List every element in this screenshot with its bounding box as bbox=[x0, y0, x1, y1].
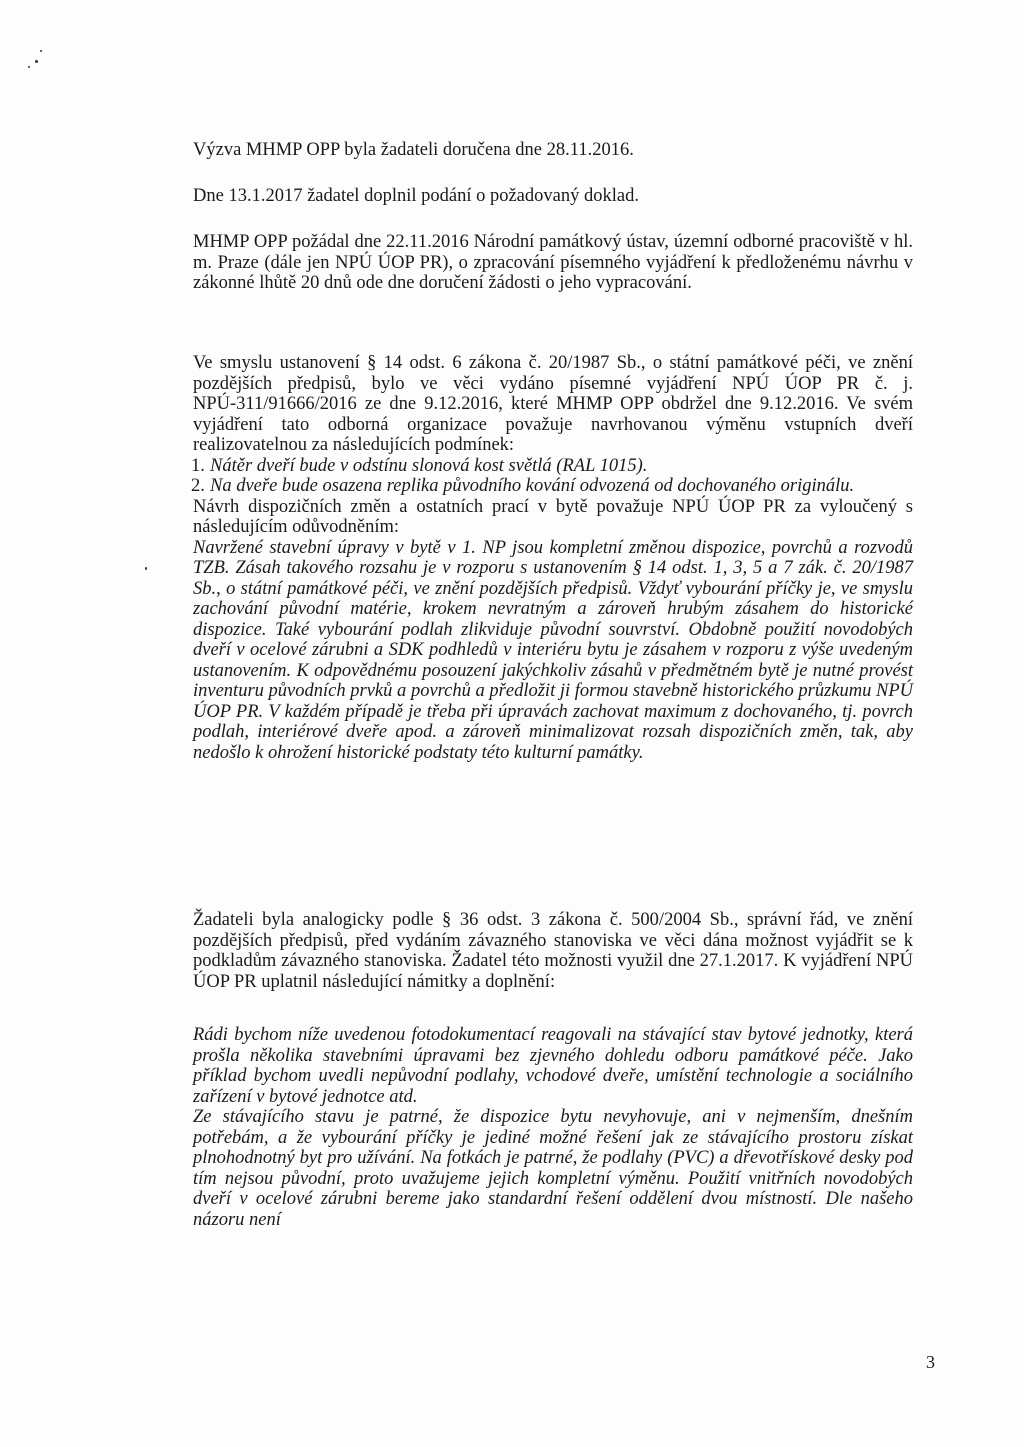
quoted-objection: Rádi bychom níže uvedenou fotodokumentací reagovali na stávající stav bytové jednotky, která prošla několika stavebními úpravami bez zjevného dohledu odboru památkové péče. Jako příklad bychom uvedli nepůvodní podlahy, vchodové dveře, umístění technologie a sociálního zařízení v bytové jednotce atd. bbox=[193, 1025, 913, 1107]
paragraph-text: Výzva MHMP OPP byla žadateli doručena dne 28.11.2016. bbox=[193, 140, 634, 160]
condition-text: Nátěr dveří bude v odstínu slonová kost světlá (RAL 1015). bbox=[210, 455, 648, 476]
scan-speck bbox=[28, 66, 30, 68]
paragraph-text: Návrh dispozičních změn a ostatních prací v bytě považuje NPÚ ÚOP PR za vyloučený s následujícím odůvodněním: bbox=[193, 496, 913, 537]
quoted-objection: Ze stávajícího stavu je patrné, že dispozice bytu nevyhovuje, ani v nejmenším, dnešním potřebám, a že vybourání příčky je jediné možné řešení jak ze stávajícího prostoru získat plnohodnotný byt pro užívání. Na fotkách je patrné, že podlahy (PVC) a dřevotřískové desky pod tím nejsou původní, proto uvažujeme jejich kompletní výměnu. Použití vnitřních novodobých dveří v ocelové zárubni bereme jako standardní řešení oddělení dvou místností. Dle našeho názoru není bbox=[193, 1107, 913, 1230]
paragraph-text: MHMP OPP požádal dne 22.11.2016 Národní památkový ústav, územní odborné pracoviště v hl. m. Praze (dále jen NPÚ ÚOP PR), o zpracování písemného vyjádření k předloženému návrhu v zákonné lhůtě 20 dnů ode dne doručení žádosti o jeho vypracování. bbox=[193, 232, 913, 293]
condition-number: 1. bbox=[191, 455, 205, 476]
paragraph-text: Ve smyslu ustanovení § 14 odst. 6 zákona č. 20/1987 Sb., o státní památkové péči, ve znění pozdějších předpisů, bylo ve věci vydáno písemné vyjádření NPÚ ÚOP PR č. j. NPÚ-311/91666/2016 ze dne 9.12.2016, které MHMP OPP obdržel dne 9.12.2016. Ve svém vyjádření tato odborná organizace považuje navrhovanou výměnu vstupních dveří realizovatelnou za následujících podmínek: bbox=[193, 353, 913, 455]
paragraph-request bbox=[193, 232, 913, 294]
page-number: 3 bbox=[926, 1352, 935, 1372]
conditions-list bbox=[193, 456, 913, 497]
condition-item bbox=[193, 456, 913, 477]
paragraph-statement bbox=[193, 353, 913, 763]
scan-speck bbox=[145, 567, 147, 570]
paragraph-applicant-response bbox=[193, 910, 913, 992]
paragraph-applicant-objections bbox=[193, 1025, 913, 1230]
quoted-reasoning: Navržené stavební úpravy v bytě v 1. NP jsou kompletní změnou dispozice, povrchů a rozvodů TZB. Zásah takového rozsahu je v rozporu s ustanovením § 14 odst. 1, 3, 5 a 7 zák. č. 20/1987 Sb., o státní památkové péči, ve znění pozdějších předpisů. Vždyť vybourání příčky je, ve smyslu zachování původní matérie, krokem nevratným a zároveň hrubým zásahem do historické dispozice. Také vybourání podlah zlikviduje původní souvrství. Obdobně použití novodobých dveří v ocelové zárubni a SDK podhledů v interiéru bytu je zásahem v rozporu z výše uvedeným ustanovením. K odpovědnému posouzení jakýchkoliv zásahů v předmětném bytě je nutné provést inventuru původních prvků a povrchů a předložit ji formou stavebně historického průzkumu NPÚ ÚOP PR. V každém případě je třeba při úpravách zachovat maximum z dochovaného, tj. povrch podlah, interiérové dveře apod. a zároveň minimalizovat rozsah dispozičních změn, tak, aby nedošlo k ohrožení historické podstaty této kulturní památky. bbox=[193, 537, 913, 763]
paragraph-text: Žadateli byla analogicky podle § 36 odst. 3 zákona č. 500/2004 Sb., správní řád, ve znění pozdějších předpisů, před vydáním závazného stanoviska ve věci dána možnost vyjádřit se k podkladům závazného stanoviska. Žadatel této možnosti využil dne 27.1.2017. K vyjádření NPÚ ÚOP PR uplatnil následující námitky a doplnění: bbox=[193, 910, 913, 992]
paragraph-supplement bbox=[193, 186, 913, 207]
scan-speck bbox=[40, 50, 42, 52]
paragraph-text: Dne 13.1.2017 žadatel doplnil podání o požadovaný doklad. bbox=[193, 186, 639, 206]
condition-text: Na dveře bude osazena replika původního kování odvozená od dochovaného originálu. bbox=[210, 476, 855, 496]
paragraph-delivery bbox=[193, 140, 913, 161]
scan-speck bbox=[35, 60, 38, 63]
condition-number: 2. bbox=[191, 476, 205, 496]
condition-item bbox=[193, 476, 913, 497]
